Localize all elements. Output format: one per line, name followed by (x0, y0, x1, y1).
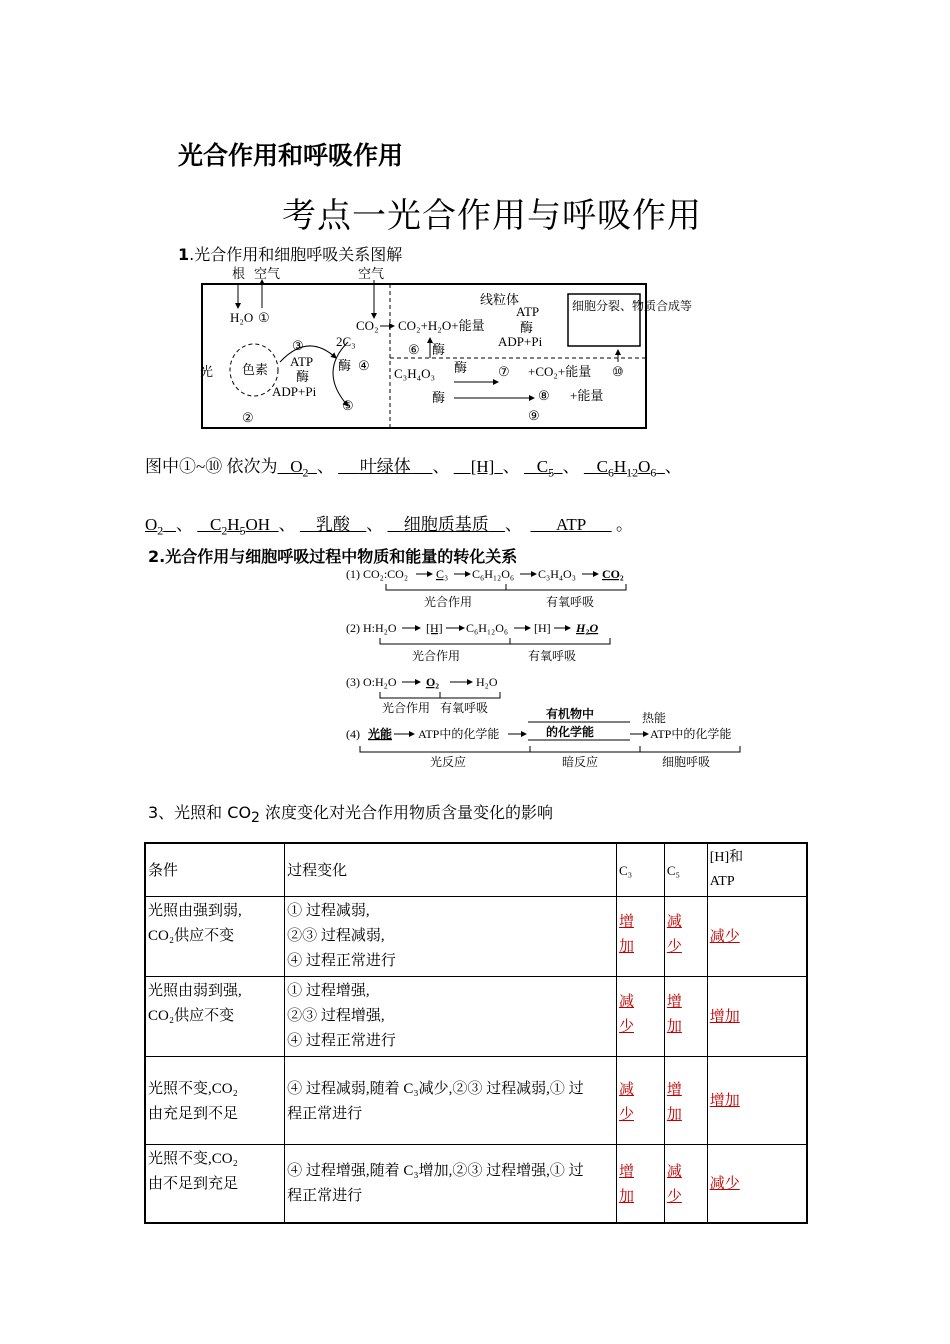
header-c3: C₃ (616, 843, 664, 897)
r1-label-2: 有氧呼吸 (546, 595, 595, 609)
label-enzyme-1: 酶 (296, 369, 310, 384)
label-adp-2: ADP+Pi (498, 334, 543, 349)
label-n8: ⑧ (538, 388, 550, 403)
label-mito: 线粒体 (480, 292, 520, 307)
label-h2o: H₂O (230, 310, 254, 325)
label-n1: ① (258, 310, 270, 325)
page-title: 光合作用和呼吸作用 (178, 141, 404, 170)
r4-item-5: ATP中的化学能 (650, 727, 732, 741)
r3-item-0: O₂ (426, 675, 439, 689)
section2-heading: 2.光合作用与细胞呼吸过程中物质和能量的转化关系 (148, 547, 518, 566)
label-n4: ④ (358, 358, 370, 373)
r4-item-3: 的化学能 (546, 725, 595, 739)
label-enzyme-4: 酶 (432, 342, 446, 357)
photosynthesis-respiration-diagram (198, 262, 693, 432)
label-c3: 2C₃ (336, 334, 356, 349)
r1-item-3: CO₂ (602, 567, 624, 581)
r3-prefix: (3) O:H₂O (346, 675, 397, 689)
label-c3h4o3: C₃H₄O₃ (394, 366, 436, 381)
condition-table (144, 842, 808, 1224)
label-co2: CO₂ (356, 318, 379, 333)
label-plus2: +能量 (570, 388, 604, 403)
r2-item-2: [H] (534, 621, 551, 635)
r4-item-2: 有机物中 (546, 707, 595, 721)
table-row: 光照不变,CO₂ 由充足到不足 ④ 过程减弱,随着 C₃减少,②③ 过程减弱,① 过 程正常进行 减 少 增 加 增加 (145, 1057, 807, 1145)
answer-line-1: 图中①~⑩ 依次为 $O_2$ 、 叶绿体 、 [H] 、 $C_5$ 、 $C_6H_{12}O_6$ 、 (145, 457, 682, 480)
label-enzyme-5: 酶 (454, 360, 468, 375)
r4-item-4: 热能 (642, 711, 667, 725)
label-adp-1: ADP+Pi (272, 384, 317, 399)
r3-item-1: H₂O (476, 675, 498, 689)
table-header-row (145, 843, 807, 897)
label-enzyme-3: 酶 (520, 320, 534, 335)
r2-label-2: 有氧呼吸 (528, 649, 577, 663)
r3-label-2: 有氧呼吸 (440, 701, 489, 715)
r2-item-0: [H] (426, 621, 443, 635)
r2-item-3: H₂O (576, 621, 599, 635)
r1-item-1: C₆H₁₂O₆ (472, 567, 515, 581)
label-n7: ⑦ (498, 364, 510, 379)
r4-prefix: (4) (346, 727, 360, 741)
label-mito-eq: CO₂+H₂O+能量 (398, 318, 485, 333)
r2-item-1: C₆H₁₂O₆ (466, 621, 509, 635)
r3-label-1: 光合作用 (382, 701, 431, 715)
header-condition: 条件 (145, 843, 285, 897)
label-air-2: 空气 (358, 266, 385, 281)
r4-label-3: 细胞呼吸 (662, 755, 711, 769)
section3-heading: 3、光照和 $CO_2$ 浓度变化对光合作用物质含量变化的影响 (148, 803, 554, 827)
header-c5: C₅ (664, 843, 707, 897)
label-n9: ⑨ (528, 408, 540, 423)
label-n3: ③ (292, 338, 304, 353)
section-title: 考点一光合作用与呼吸作用 (282, 198, 702, 235)
label-enzyme-6: 酶 (432, 390, 446, 405)
label-n6: ⑥ (408, 342, 420, 357)
r4-item-1: ATP中的化学能 (418, 727, 500, 741)
table-row: 光照由弱到强, CO₂供应不变 ① 过程增强, ②③ 过程增强, ④ 过程正常进行 减 少 增 加 增加 (145, 977, 807, 1057)
r1-prefix: (1) CO₂:CO₂ (346, 567, 409, 581)
section1-heading: 1.光合作用和细胞呼吸关系图解 (178, 245, 403, 264)
label-cell-box: 细胞分裂、物质合成等 (572, 299, 693, 313)
label-n2: ② (242, 410, 254, 425)
r4-item-0: 光能 (368, 727, 393, 741)
header-process: 过程变化 (285, 843, 617, 897)
label-enzyme-2: 酶 (338, 358, 352, 373)
matter-energy-conversion-diagram (340, 562, 750, 774)
r1-label-1: 光合作用 (424, 595, 473, 609)
label-root: 根 (232, 266, 246, 281)
r2-prefix: (2) H:H₂O (346, 621, 397, 635)
label-atp-1: ATP (290, 354, 314, 369)
label-air-1: 空气 (254, 266, 281, 281)
table-row: 光照由强到弱, CO₂供应不变 ① 过程减弱, ②③ 过程减弱, ④ 过程正常进行 增 加 减 少 减少 (145, 897, 807, 977)
r2-label-1: 光合作用 (412, 649, 461, 663)
label-atp-2: ATP (516, 304, 540, 319)
r4-label-2: 暗反应 (562, 755, 599, 769)
header-h-atp: [H]和 ATP (707, 843, 807, 897)
label-n10: ⑩ (612, 364, 624, 379)
r1-item-2: C₃H₄O₃ (538, 567, 576, 581)
label-pigment: 色素 (242, 362, 269, 377)
r4-label-1: 光反应 (430, 755, 467, 769)
label-n5: ⑤ (342, 398, 354, 413)
label-plus1: +CO₂+能量 (528, 364, 592, 379)
table-row: 光照不变,CO₂ 由不足到充足 ④ 过程增强,随着 C₃增加,②③ 过程增强,① 过 程正常进行 增 加 减 少 减少 (145, 1145, 807, 1223)
r1-item-0: C₃ (436, 567, 449, 581)
answer-line-2: $O_2$ 、 $C_2H_5OH$ 、 乳酸 、 细胞质基质 、 ATP 。 (145, 515, 633, 538)
label-light: 光 (200, 364, 214, 379)
